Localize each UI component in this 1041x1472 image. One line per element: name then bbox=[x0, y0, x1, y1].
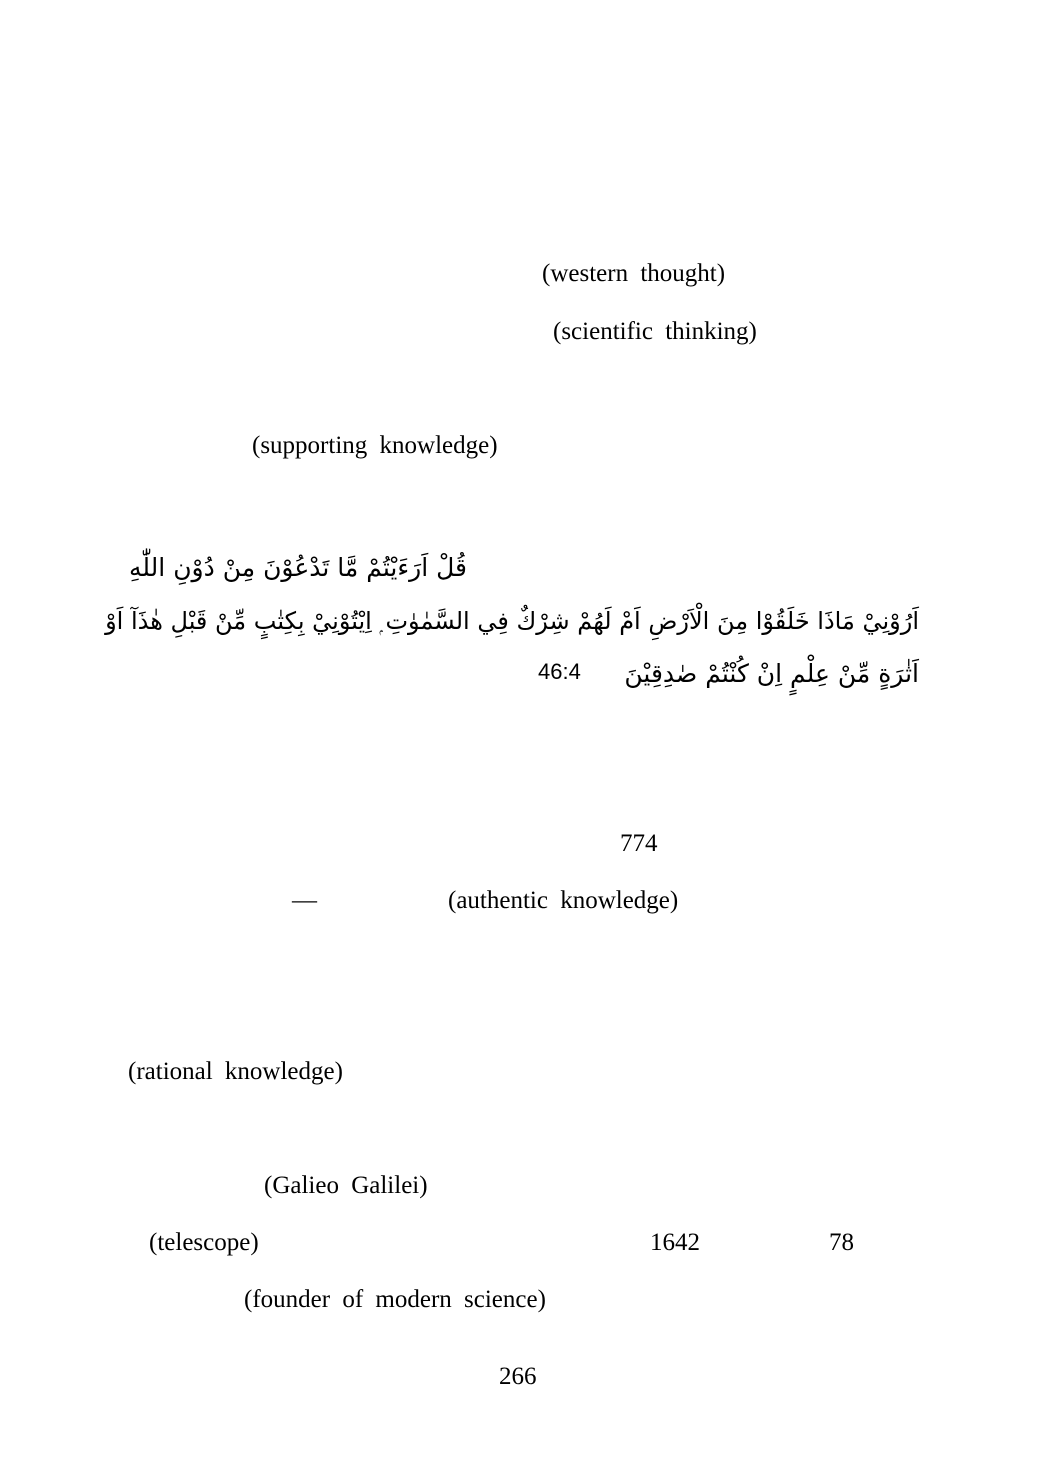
term-founder-of-modern-science: (founder of modern science) bbox=[244, 1286, 546, 1313]
em-dash: — bbox=[292, 887, 317, 914]
term-rational-knowledge: (rational knowledge) bbox=[128, 1058, 343, 1085]
term-supporting-knowledge: (supporting knowledge) bbox=[252, 432, 498, 459]
age-78: 78 bbox=[829, 1229, 854, 1256]
term-galileo: (Galieo Galilei) bbox=[264, 1172, 428, 1199]
quran-verse-line-3: اَثٰرَةٍ مِّنْ عِلْمٍ اِنْ كُنْتُمْ صٰدِقِيْنَ bbox=[624, 659, 919, 688]
term-western-thought: (western thought) bbox=[542, 260, 726, 287]
year-1642: 1642 bbox=[650, 1229, 700, 1256]
page-number: 266 bbox=[499, 1363, 537, 1390]
quran-verse-line-2: اَرُوْنِيْ مَاذَا خَلَقُوْا مِنَ الْاَرْضِ اَمْ لَهُمْ شِرْكٌ فِي السَّمٰوٰتِ ۭ اِيْتُوْنِيْ بِكِتٰبٍ مِّنْ قَبْلِ هٰذَآ اَوْ bbox=[105, 607, 919, 635]
quran-reference: 46:4 bbox=[538, 659, 581, 684]
quran-verse-line-1: قُلْ اَرَءَيْتُمْ مَّا تَدْعُوْنَ مِنْ دُوْنِ اللّٰهِ bbox=[129, 553, 467, 582]
number-774: 774 bbox=[620, 830, 658, 857]
term-scientific-thinking: (scientific thinking) bbox=[553, 318, 757, 345]
term-telescope: (telescope) bbox=[149, 1229, 259, 1256]
term-authentic-knowledge: (authentic knowledge) bbox=[448, 887, 679, 914]
